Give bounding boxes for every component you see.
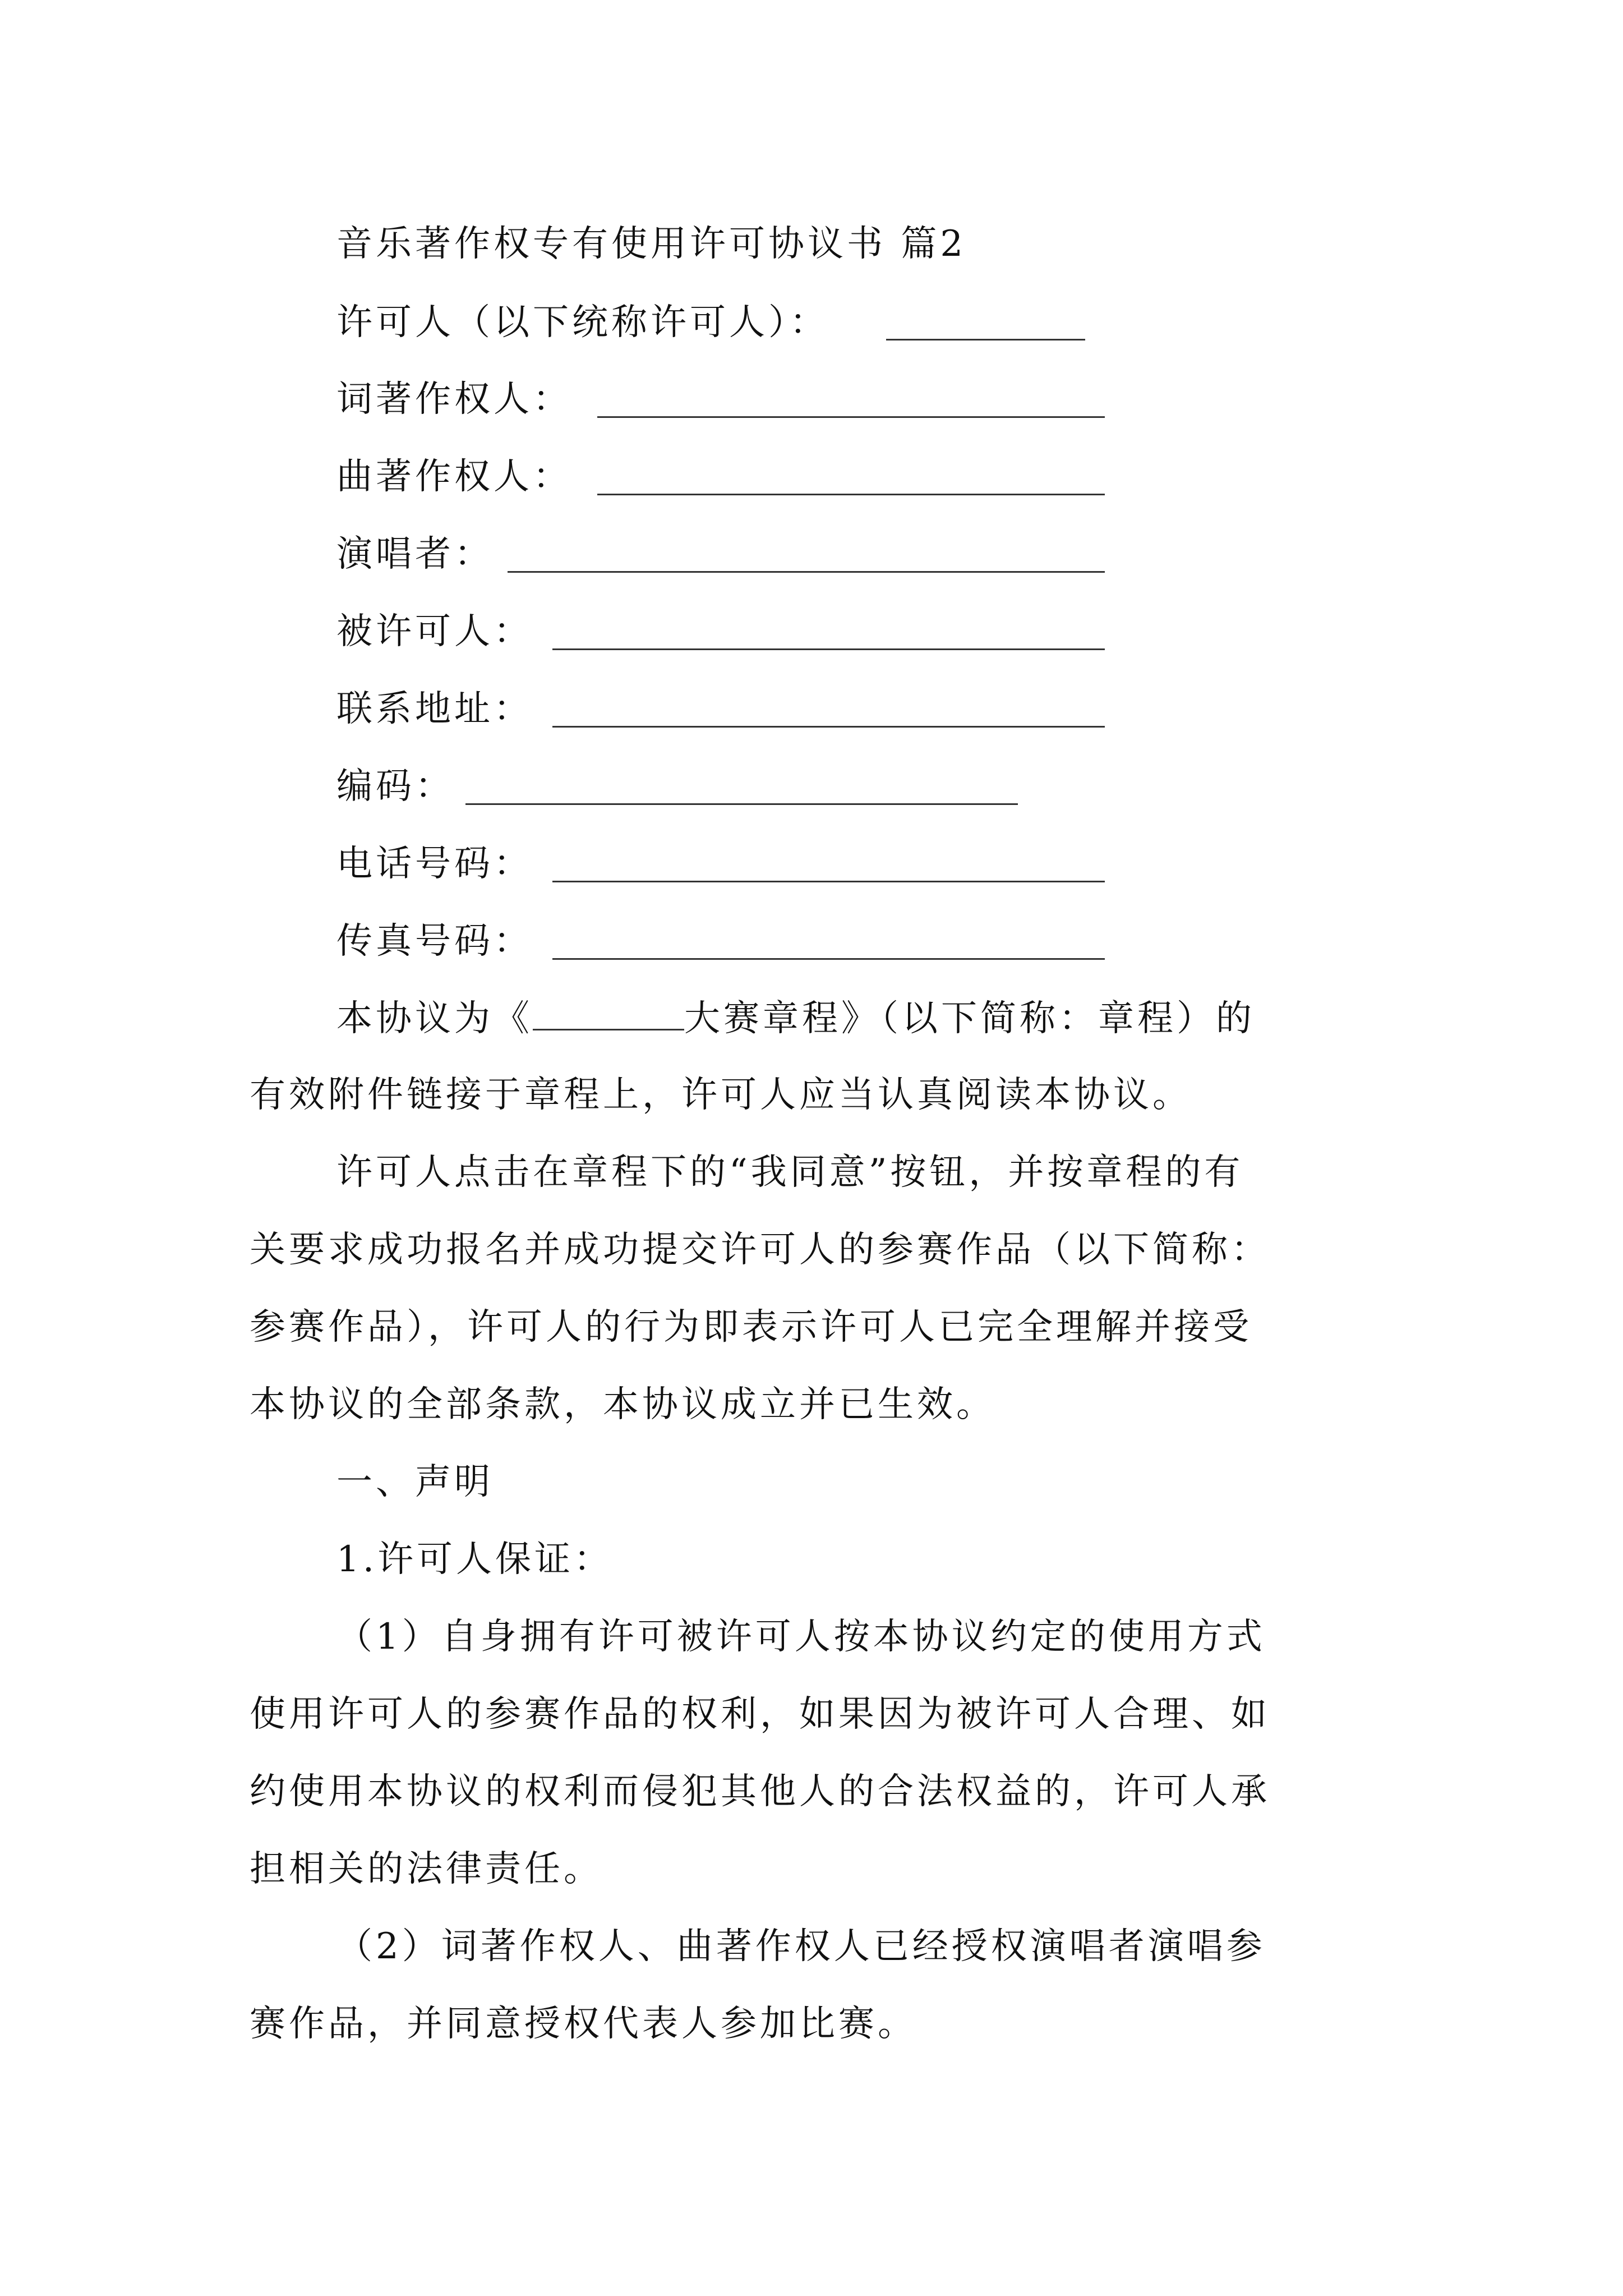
paragraph-2-line-4: 本协议的全部条款，本协议成立并已生效。 bbox=[250, 1384, 995, 1425]
section-1-item-1: 1.许可人保证： bbox=[336, 1539, 614, 1580]
section-1-sub-1-line-1: （1）自身拥有许可被许可人按本协议约定的使用方式 bbox=[336, 1616, 1266, 1658]
paragraph-1-prefix: 本协议为《 bbox=[336, 998, 533, 1039]
paragraph-1-line-1 bbox=[336, 996, 1255, 1041]
field-blank-singer bbox=[508, 571, 1105, 573]
field-blank-phone bbox=[552, 881, 1105, 882]
field-label-licensor: 许可人（以下统称许可人）： bbox=[336, 302, 829, 343]
field-blank-lyricist bbox=[597, 416, 1105, 418]
field-blank-fax bbox=[552, 958, 1105, 960]
field-blank-composer bbox=[597, 494, 1105, 495]
field-label-fax: 传真号码： bbox=[336, 921, 533, 962]
field-label-licensee: 被许可人： bbox=[336, 611, 533, 652]
paragraph-2-line-1: 许可人点击在章程下的“我同意”按钮，并按章程的有 bbox=[336, 1152, 1244, 1193]
paragraph-2-line-2: 关要求成功报名并成功提交许可人的参赛作品（以下简称： bbox=[250, 1229, 1270, 1271]
section-1-sub-1-line-4: 担相关的法律责任。 bbox=[250, 1848, 603, 1890]
contest-name-blank bbox=[533, 1000, 684, 1030]
field-blank-licensee bbox=[552, 648, 1105, 650]
field-label-code: 编码： bbox=[336, 766, 454, 807]
section-1-sub-1-line-3: 约使用本协议的权利而侵犯其他人的合法权益的，许可人承 bbox=[250, 1771, 1270, 1812]
paragraph-2-line-3: 参赛作品），许可人的行为即表示许可人已完全理解并接受 bbox=[250, 1306, 1252, 1348]
section-1-sub-2-line-1: （2）词著作权人、曲著作权人已经授权演唱者演唱参 bbox=[336, 1926, 1266, 1967]
section-1-sub-2-line-2: 赛作品，并同意授权代表人参加比赛。 bbox=[250, 2003, 917, 2045]
section-1-sub-1-line-2: 使用许可人的参赛作品的权利，如果因为被许可人合理、如 bbox=[250, 1694, 1270, 1735]
paragraph-1-suffix: 大赛章程》（以下简称：章程）的 bbox=[684, 998, 1255, 1039]
paragraph-1-line-2: 有效附件链接于章程上，许可人应当认真阅读本协议。 bbox=[250, 1074, 1192, 1116]
field-label-composer: 曲著作权人： bbox=[336, 456, 572, 498]
field-label-phone: 电话号码： bbox=[336, 843, 533, 885]
field-blank-licensor bbox=[886, 339, 1085, 341]
field-blank-address bbox=[552, 726, 1105, 728]
section-1-heading: 一、声明 bbox=[336, 1461, 494, 1503]
field-label-singer: 演唱者： bbox=[336, 533, 494, 575]
field-blank-code bbox=[465, 803, 1018, 805]
field-label-address: 联系地址： bbox=[336, 688, 533, 730]
document-title: 音乐著作权专有使用许可协议书 篇2 bbox=[336, 223, 967, 265]
field-label-lyricist: 词著作权人： bbox=[336, 379, 572, 420]
